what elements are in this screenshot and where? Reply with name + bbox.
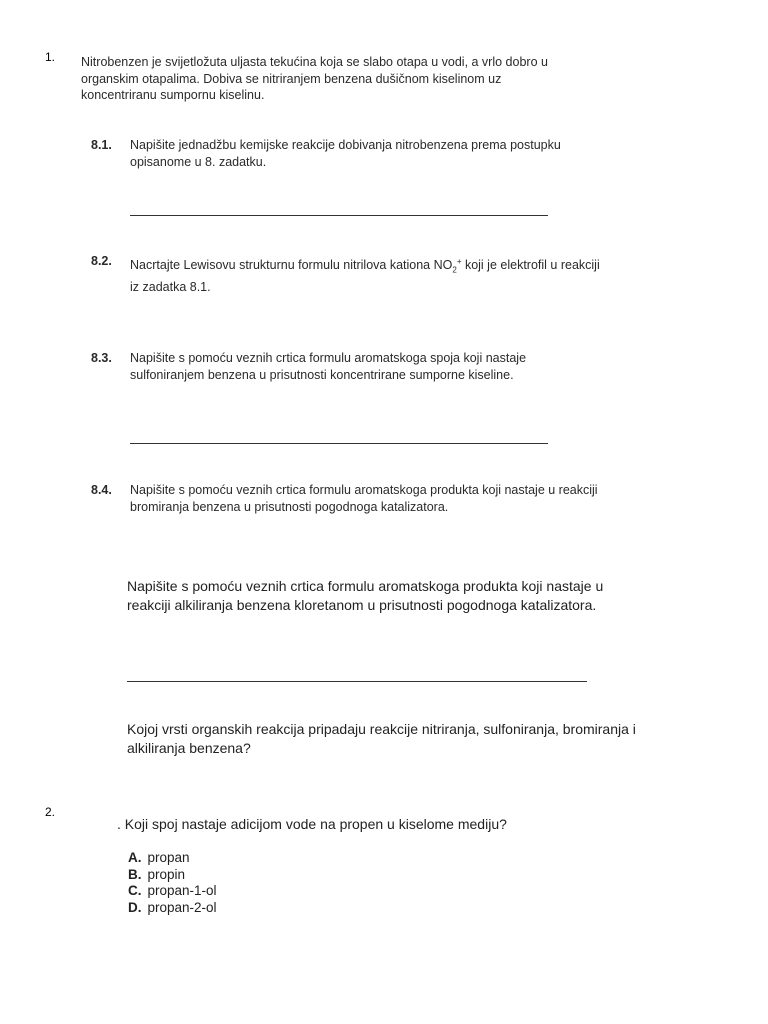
subquestion-number: 8.1. (91, 138, 112, 152)
alkylation-question: Napišite s pomoću veznih crtica formulu aromatskoga produkta koji nastaje u reakciji alkiliranja benzena kloretanom u prisutnosti pogodnoga katalizatora. (127, 578, 604, 613)
option-d[interactable]: D. propan-2-ol (128, 899, 217, 915)
subquestion-text: Napišite s pomoću veznih crtica formulu aromatskoga spoja koji nastaje sulfoniranjem benzena u prisutnosti koncentrirane sumporne kiseline. (130, 351, 527, 382)
subquestion-8-3 (0, 350, 768, 390)
subquestion-number: 8.2. (91, 254, 112, 268)
option-a[interactable]: A. propan (128, 850, 190, 865)
answer-line[interactable] (127, 681, 587, 682)
reaction-type-question: Kojoj vrsti organskih reakcija pripadaju reakcije nitriranja, sulfoniranja, bromiranja i alkiliranja benzena? (127, 721, 636, 756)
subquestion-8-2 (0, 253, 768, 293)
subquestion-number: 8.3. (91, 351, 112, 365)
question-2-text: . Koji spoj nastaje adicijom vode na propen u kiselome mediju? (117, 816, 507, 832)
answer-options (128, 850, 217, 916)
subquestion-8-1 (0, 137, 768, 177)
subquestion-text: Nacrtajte Lewisovu strukturnu formulu nitrilova kationa $NO_2^+$ koji je elektrofil u reakciji iz zadatka 8.1. (130, 257, 600, 294)
answer-line[interactable] (130, 443, 548, 444)
answer-line[interactable] (130, 215, 548, 216)
subquestion-8-4 (0, 482, 768, 522)
subquestion-text: Napišite jednadžbu kemijske reakcije dobivanja nitrobenzena prema postupku opisanome u 8. zadatku. (130, 138, 561, 169)
option-c[interactable]: C. propan-1-ol (128, 883, 217, 898)
question-number-1: 1. (45, 50, 56, 64)
question-1-intro: Nitrobenzen je svijetložuta uljasta tekućina koja se slabo otapa u vodi, a vrlo dobro u organskim otapalima. Dobiva se nitriranjem benzena dušičnom kiselinom uz koncentriranu sumpornu kiselinu. (81, 55, 548, 102)
question-number-2: 2. (45, 805, 56, 819)
option-b[interactable]: B. propin (128, 866, 186, 882)
subquestion-number: 8.4. (91, 483, 112, 497)
subquestion-text: Napišite s pomoću veznih crtica formulu aromatskoga produkta koji nastaje u reakciji bromiranja benzena u prisutnosti pogodnoga katalizatora. (130, 483, 598, 514)
